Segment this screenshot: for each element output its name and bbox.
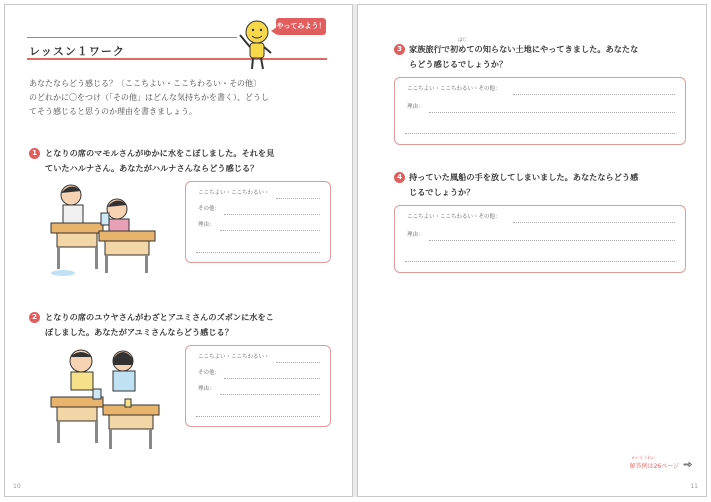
answer-reference-link[interactable] xyxy=(629,455,692,470)
answer-label: 理由： xyxy=(198,222,215,228)
question-text xyxy=(45,310,345,340)
answer-box[interactable] xyxy=(185,181,331,263)
question-number: 3 xyxy=(394,44,405,55)
intro-line: のどれかに〇をつけ（「その他」はどんな気持ちかを書く）、どうし xyxy=(29,93,269,102)
answer-label: 理由： xyxy=(407,104,424,110)
intro-text xyxy=(29,77,329,119)
classroom-spill-illustration xyxy=(43,181,173,281)
answer-line[interactable] xyxy=(220,394,320,395)
page-number: 11 xyxy=(690,483,698,490)
answer-label: その他： xyxy=(198,206,221,212)
question-line: 家族旅行で初めての知らない土地にやってきました。あなたな xyxy=(409,44,639,54)
answer-line[interactable] xyxy=(429,240,675,241)
question-line: 持っていた風船の手を放してしまいました。あなたならどう感 xyxy=(409,172,639,182)
answer-label: その他： xyxy=(198,370,221,376)
answer-line[interactable] xyxy=(224,378,320,379)
left-page xyxy=(4,4,353,497)
question-line: ていたハルナさん。あなたがハルナさんならどう感じる？ xyxy=(45,163,259,173)
answer-box[interactable] xyxy=(394,77,686,145)
question-line: ぼしました。あなたがアユミさんならどう感じる？ xyxy=(45,327,233,337)
answer-label: ここちよい・ここちわるい・その他： xyxy=(407,214,501,220)
answer-line[interactable] xyxy=(429,112,675,113)
answer-line[interactable] xyxy=(276,362,320,363)
answer-box[interactable] xyxy=(185,345,331,427)
lesson-title: レッスン１ワーク xyxy=(29,45,125,58)
answer-line[interactable] xyxy=(276,198,320,199)
answer-line[interactable] xyxy=(405,133,675,134)
question-line: じるでしょうか？ xyxy=(409,187,475,197)
question-line: となりの席のマモルさんがゆかに水をこぼしました。それを見 xyxy=(45,148,275,158)
intro-line: てそう感じると思うのか理由を書きましょう。 xyxy=(29,107,197,116)
answer-label: 理由： xyxy=(198,386,215,392)
question-number: 1 xyxy=(29,148,40,159)
question-line: となりの席のユウヤさんがわざとアユミさんのズボンに水をこ xyxy=(45,312,274,322)
pointing-hand-icon xyxy=(683,461,692,468)
question-text xyxy=(409,42,704,72)
answer-label: ここちよい・ここちわるい・その他： xyxy=(407,86,501,92)
answer-label: ここちよい・ここちわるい・ xyxy=(198,190,270,196)
question-line: らどう感じるでしょうか？ xyxy=(409,59,508,69)
answer-line[interactable] xyxy=(196,416,320,417)
answer-reference-text: 解答例は26ページ xyxy=(629,463,680,470)
page-number: 10 xyxy=(13,483,21,490)
answer-line[interactable] xyxy=(224,214,320,215)
answer-label: ここちよい・ここちわるい・ xyxy=(198,354,270,360)
title-top-rule xyxy=(27,37,237,38)
footer-ruby: かいとうれい xyxy=(631,455,656,460)
intro-line: あなたならどう感じる？〔ここちよい・ここちわるい・その他〕 xyxy=(29,79,261,88)
answer-line[interactable] xyxy=(513,222,675,223)
right-page xyxy=(357,4,707,497)
question-text xyxy=(45,146,345,176)
furigana: はじ xyxy=(458,38,467,43)
question-number: 4 xyxy=(394,172,405,183)
answer-label: 理由： xyxy=(407,232,424,238)
answer-box[interactable] xyxy=(394,205,686,273)
question-number: 2 xyxy=(29,312,40,323)
classroom-prank-illustration xyxy=(43,345,173,455)
answer-line[interactable] xyxy=(405,261,675,262)
question-text xyxy=(409,170,704,200)
answer-line[interactable] xyxy=(513,94,675,95)
title-underline xyxy=(27,58,327,60)
try-it-badge: やってみよう！ xyxy=(276,18,326,35)
answer-line[interactable] xyxy=(196,252,320,253)
answer-line[interactable] xyxy=(220,230,320,231)
mascot-icon xyxy=(233,17,278,72)
